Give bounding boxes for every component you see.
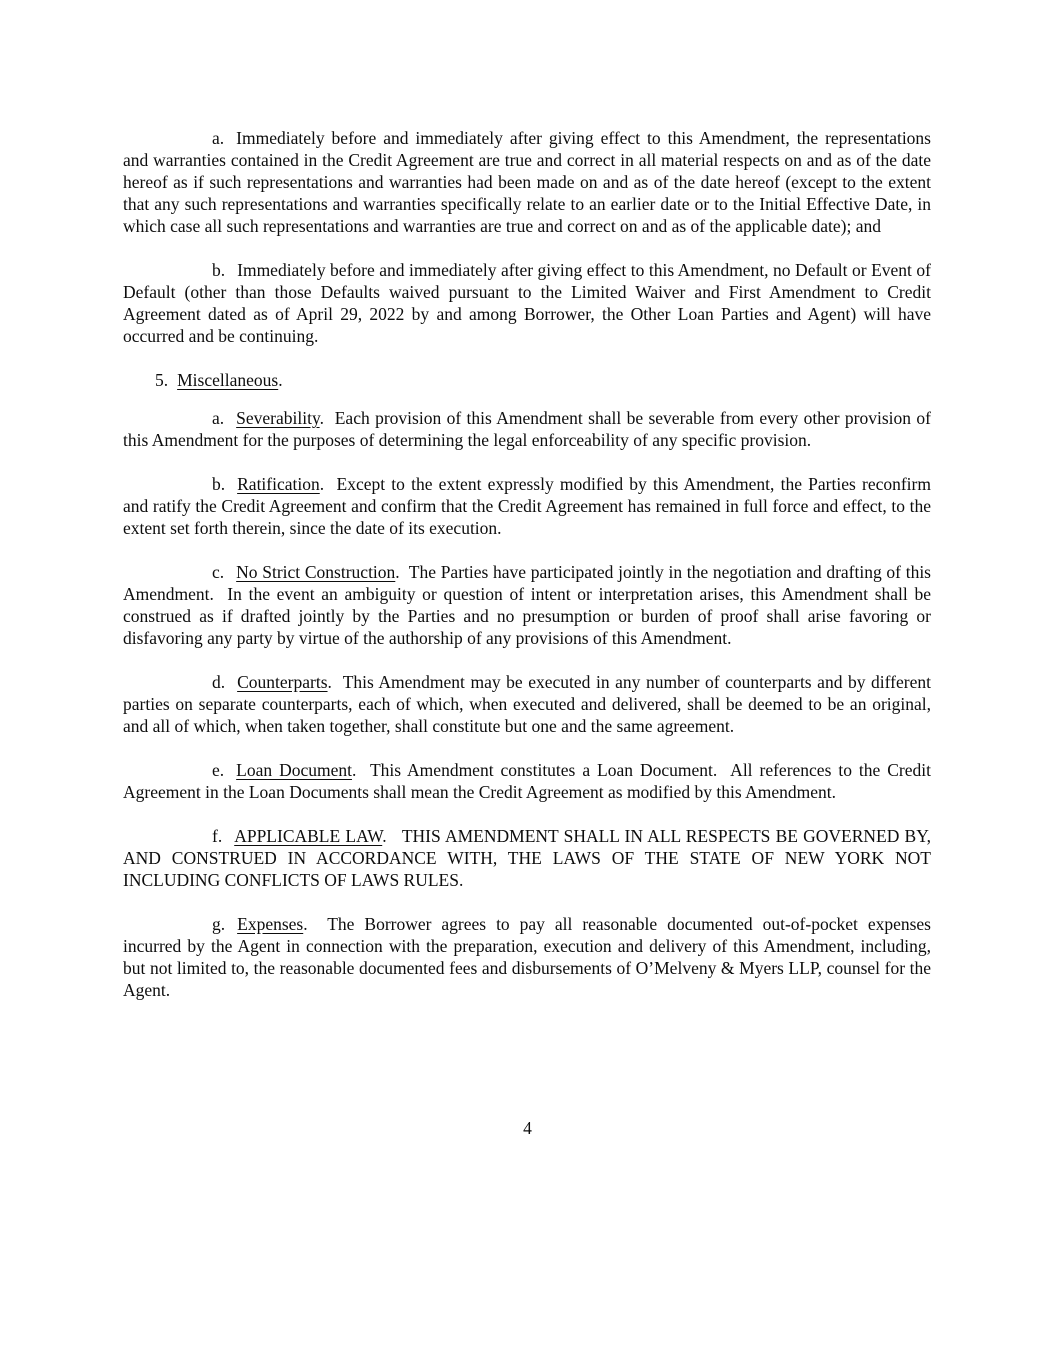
clause-label: g. (212, 914, 226, 934)
page-number: 4 (523, 1118, 532, 1138)
clause-body: . Except to the extent expressly modified by this Amendment, the Parties reconfirm and ratify the Credit Agreement and confirm that the Credit Agreement has remained in full force and effect, to the extent set forth therein, since the date of its execution. (123, 474, 931, 538)
clause-body: Immediately before and immediately after giving effect to this Amendment, no Default or Event of Default (other than those Defaults waived pursuant to the Limited Waiver and First Amendment to Credit Agreement dated as of April 29, 2022 by and among Borrower, the Other Loan Parties and Agent) will have occurred and be continuing. (123, 260, 931, 346)
clause-body: . Each provision of this Amendment shall be severable from every other provision of this Amendment for the purposes of determining the legal enforceability of any specific provision. (123, 408, 931, 450)
section-number: 5. (155, 370, 169, 390)
clause-body: . The Borrower agrees to pay all reasonable documented out-of-pocket expenses incurred by the Agent in connection with the preparation, execution and delivery of this Amendment, including, but not limited to, the reasonable documented fees and disbursements of O’Melveny & Myers LLP, counsel for the Agent. (123, 914, 931, 1000)
clause-counterparts (123, 671, 931, 737)
clause-label: a. (212, 128, 225, 148)
clause-body: . THIS AMENDMENT SHALL IN ALL RESPECTS BE GOVERNED BY, AND CONSTRUED IN ACCORDANCE WITH, THE LAWS OF THE STATE OF NEW YORK NOT INCLUDING CONFLICTS OF LAWS RULES. (123, 826, 931, 890)
clause-heading: Ratification (237, 474, 320, 494)
clause-no-strict-construction (123, 561, 931, 649)
clause-representations (123, 127, 931, 237)
clause-no-default (123, 259, 931, 347)
section-heading-miscellaneous (123, 369, 931, 391)
section-title: Miscellaneous (177, 370, 279, 390)
clause-heading: Counterparts (237, 672, 328, 692)
clause-severability (123, 407, 931, 451)
clause-label: d. (212, 672, 226, 692)
clause-body: . This Amendment constitutes a Loan Document. All references to the Credit Agreement in the Loan Documents shall mean the Credit Agreement as modified by this Amendment. (123, 760, 931, 802)
clause-label: e. (212, 760, 225, 780)
clause-heading: Severability (236, 408, 320, 428)
clause-body: . This Amendment may be executed in any number of counterparts and by different parties on separate counterparts, each of which, when executed and delivered, shall be deemed to be an original, and all of which, when taken together, shall constitute but one and the same agreement. (123, 672, 931, 736)
clause-expenses (123, 913, 931, 1001)
clause-label: f. (212, 826, 223, 846)
clause-loan-document (123, 759, 931, 803)
clause-label: b. (212, 474, 226, 494)
clause-heading: No Strict Construction (236, 562, 396, 582)
clause-heading: Expenses (237, 914, 304, 934)
clause-heading: Loan Document (236, 760, 352, 780)
section-period: . (278, 370, 283, 390)
clause-applicable-law (123, 825, 931, 891)
clause-heading: APPLICABLE LAW (234, 826, 383, 846)
clause-label: a. (212, 408, 225, 428)
clause-body: Immediately before and immediately after giving effect to this Amendment, the representations and warranties contained in the Credit Agreement are true and correct in all material respects on and as of the date hereof as if such representations and warranties had been made on and as of the date hereof (except to the extent that any such representations and warranties specifically relate to an earlier date or to the Initial Effective Date, in which case all such representations and warranties are true and correct on and as of the applicable date); and (123, 128, 931, 236)
clause-label: c. (212, 562, 225, 582)
clause-ratification (123, 473, 931, 539)
clause-body: . The Parties have participated jointly in the negotiation and drafting of this Amendment. In the event an ambiguity or question of intent or interpretation arises, this Amendment shall be construed as if drafted jointly by the Parties and no presumption or burden of proof shall arise favoring or disfavoring any party by virtue of the authorship of any provisions of this Amendment. (123, 562, 931, 648)
clause-label: b. (212, 260, 226, 280)
